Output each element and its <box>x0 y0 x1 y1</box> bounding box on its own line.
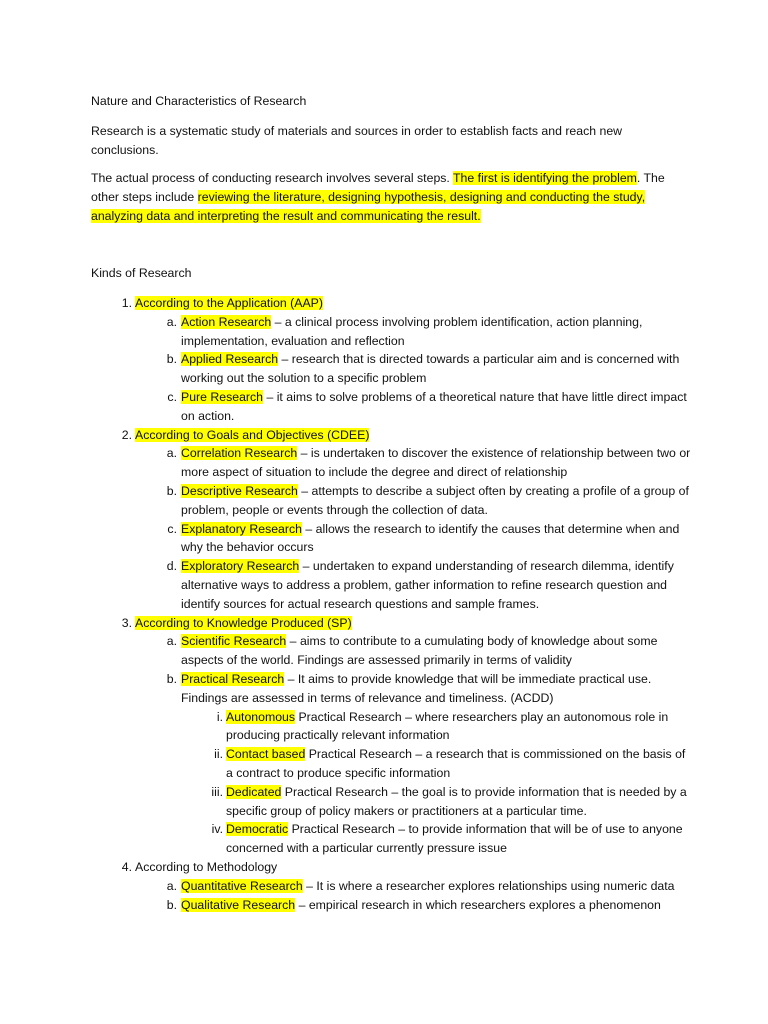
term: Dedicated <box>226 784 282 799</box>
definition: – undertaken to expand understanding of research dilemma, identify alternative ways to address a problem, gather information to refine research question and identify sources for actual research questions and sample frames. <box>181 559 674 611</box>
process-text-1: The actual process of conducting research involves several steps. <box>91 171 454 185</box>
list-number: 1. <box>121 296 132 310</box>
definition: – attempts to describe a subject often by creating a profile of a group of problem, people or events through the collection of data. <box>181 483 689 517</box>
definition: – is undertaken to discover the existence of relationship between two or more aspect of situation to include the degree and direct of relationship <box>181 446 691 480</box>
list-item <box>91 877 691 896</box>
definition: – it aims to solve problems of a theoretical nature that have little direct impact on action. <box>181 389 687 423</box>
list-marker: a. <box>166 314 177 329</box>
term: Pure Research <box>181 389 264 404</box>
highlight-first-step: The first is identifying the problem <box>453 171 637 185</box>
list-item <box>91 388 691 426</box>
list-item <box>91 632 691 670</box>
list-item <box>91 745 691 783</box>
list-marker: a. <box>166 634 177 649</box>
list-marker: ii. <box>214 747 223 762</box>
list-item <box>91 820 691 858</box>
document-title: Nature and Characteristics of Research <box>91 94 307 108</box>
term: Qualitative Research <box>181 897 296 912</box>
term: Correlation Research <box>181 446 298 461</box>
definition: – It is where a researcher explores relationships using numeric data <box>302 878 675 893</box>
list-marker: a. <box>166 878 177 893</box>
list-number: 4. <box>121 859 132 874</box>
term: Exploratory Research <box>181 559 300 574</box>
definition: Practical Research – a research that is commissioned on the basis of a contract to produce specific information <box>226 747 686 780</box>
term: Practical Research <box>181 671 285 686</box>
process-text-2: . The other steps include <box>91 171 665 204</box>
section-label: According to Goals and Objectives (CDEE) <box>135 427 370 442</box>
kinds-list <box>91 294 691 914</box>
term: Applied Research <box>181 352 279 367</box>
process-paragraph <box>91 169 691 225</box>
kinds-heading: Kinds of Research <box>91 266 192 280</box>
definition: Practical Research – where researchers play an autonomous role in producing practically relevant information <box>226 709 669 743</box>
definition: – a clinical process involving problem identification, action planning, implementation, evaluation and reflection <box>181 314 643 348</box>
term: Action Research <box>181 314 272 329</box>
list-item <box>91 858 691 877</box>
list-item <box>91 670 691 708</box>
list-item <box>91 708 691 746</box>
list-item <box>91 520 691 558</box>
list-item <box>91 313 691 351</box>
term: Explanatory Research <box>181 521 302 536</box>
definition: – allows the research to identify the causes that determine when and why the behavior occurs <box>181 521 680 555</box>
list-item <box>91 444 691 482</box>
list-marker: b. <box>166 671 177 686</box>
section-label: According to Methodology <box>135 859 278 874</box>
term: Autonomous <box>226 709 296 724</box>
list-item <box>91 350 691 388</box>
definition: – research that is directed towards a particular aim and is concerned with working out the solution to a specific problem <box>181 352 680 386</box>
definition: Practical Research – to provide information that will be of use to anyone concerned with a particular currently pressure issue <box>226 822 683 856</box>
list-marker: d. <box>166 559 177 574</box>
definition: – aims to contribute to a cumulating body of knowledge about some aspects of the world. Findings are assessed primarily in terms of validity <box>181 634 658 668</box>
list-item <box>91 896 691 915</box>
list-number: 2. <box>121 427 132 442</box>
list-item <box>91 482 691 520</box>
list-marker: b. <box>166 897 177 912</box>
list-item <box>91 426 691 445</box>
list-item <box>91 614 691 633</box>
list-item <box>91 783 691 821</box>
list-number: 3. <box>121 615 132 630</box>
list-marker: i. <box>216 709 223 724</box>
list-marker: c. <box>167 389 177 404</box>
list-marker: a. <box>166 446 177 461</box>
term: Scientific Research <box>181 634 287 649</box>
term: Democratic <box>226 822 289 837</box>
section-label: According to the Application (AAP) <box>135 296 323 310</box>
list-marker: iv. <box>211 822 223 837</box>
definition: Practical Research – the goal is to provide information that is needed by a specific group of policy makers or practitioners at a particular time. <box>226 784 687 818</box>
definition-paragraph: Research is a systematic study of materials and sources in order to establish facts and reach new conclusions. <box>91 124 623 157</box>
highlight-other-steps: reviewing the literature, designing hypothesis, designing and conducting the study, analyzing data and interpreting the result and communicating the result. <box>91 189 646 223</box>
term: Quantitative Research <box>181 878 303 893</box>
term: Descriptive Research <box>181 483 298 498</box>
list-marker: iii. <box>211 784 223 799</box>
list-item <box>91 294 691 313</box>
list-item <box>91 557 691 613</box>
term: Contact based <box>226 747 306 762</box>
list-marker: c. <box>167 521 177 536</box>
list-marker: b. <box>166 483 177 498</box>
list-marker: b. <box>166 352 177 367</box>
definition: – empirical research in which researchers explores a phenomenon <box>295 897 661 912</box>
section-label: According to Knowledge Produced (SP) <box>135 615 352 630</box>
definition: – It aims to provide knowledge that will be immediate practical use. Findings are assessed in terms of relevance and timeliness. (ACDD) <box>181 671 652 705</box>
